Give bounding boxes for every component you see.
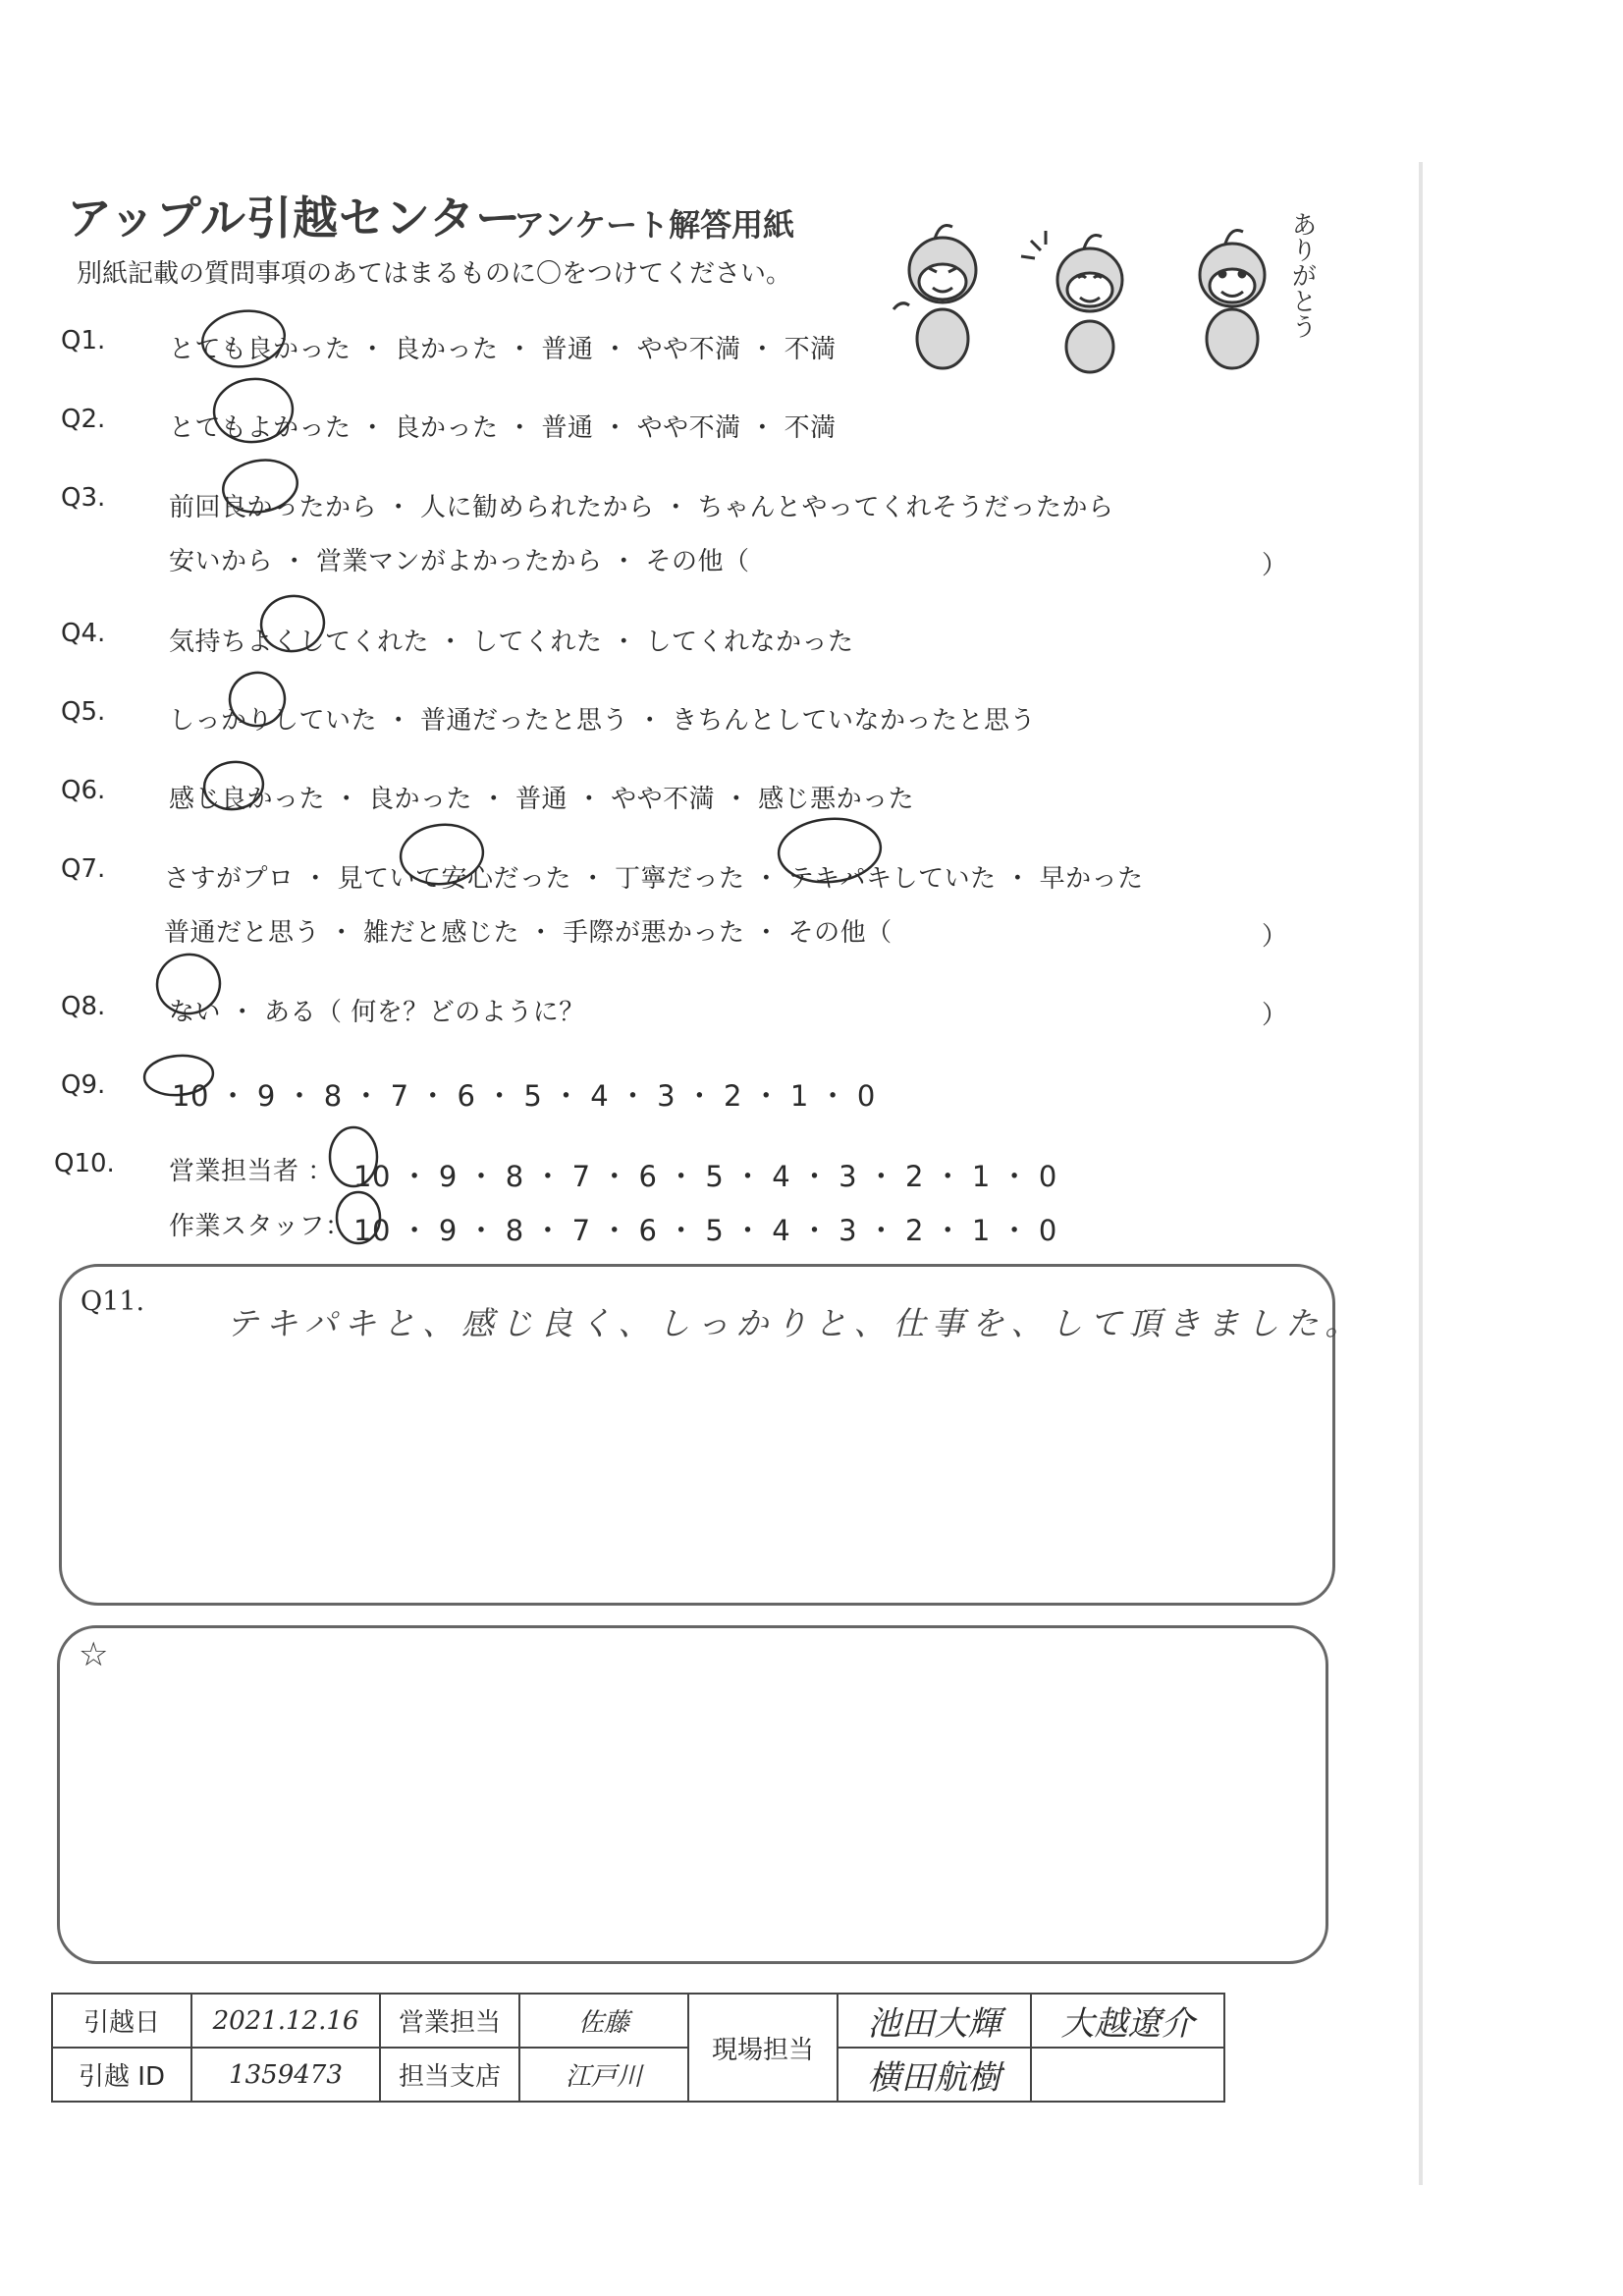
q2-options: とてもよかった ・ 良かった ・ 普通 ・ やや不満 ・ 不満 [169, 413, 837, 443]
move-id-value: 1359473 [191, 2048, 380, 2102]
branch-value: 江戸川 [519, 2048, 688, 2102]
instructions: 別紙記載の質問事項のあてはまるものに〇をつけてください。 [77, 259, 792, 289]
q8-number: Q8. [61, 992, 106, 1021]
company-title: アップル引越センター [67, 191, 522, 245]
q3-options-line2: 安いから ・ 営業マンがよかったから ・ その他（ [169, 547, 750, 576]
q5-number: Q5. [61, 697, 106, 727]
q2-answer-circle [211, 376, 295, 446]
q3-answer-circle [219, 455, 301, 518]
q10-sales-answer-circle [330, 1127, 377, 1186]
move-date-value: 2021.12.16 [191, 1994, 380, 2048]
q9-number: Q9. [61, 1070, 106, 1100]
q5-options: しっかりしていた ・ 普通だったと思う ・ きちんとしていなかったと思う [169, 706, 1037, 736]
q5-answer-circle [226, 669, 290, 731]
q8-answer-circle [152, 950, 224, 1018]
q10-staff-answer-circle [337, 1192, 380, 1243]
star-box [57, 1625, 1328, 1964]
q2-number: Q2. [61, 405, 106, 434]
q10-sales-scale: 10 ・ 9 ・ 8 ・ 7 ・ 6 ・ 5 ・ 4 ・ 3 ・ 2 ・ 1 ・ 0 [353, 1160, 1057, 1193]
q4-number: Q4. [61, 619, 106, 648]
q1-number: Q1. [61, 326, 106, 355]
q7-close-paren: ） [1262, 922, 1288, 952]
q11-handwritten-comment: テキパキと、感じ良く、しっかりと、仕事を、して頂きました。 [226, 1304, 1365, 1342]
footer-info-table [51, 1993, 1225, 2103]
q6-answer-circle [201, 758, 266, 813]
q10-sales-label: 営業担当者 ： [169, 1157, 334, 1186]
q11-label: Q11. [81, 1286, 145, 1317]
q7-answer-circle-1 [398, 821, 486, 888]
q1-answer-circle [199, 305, 289, 371]
branch-label: 担当支店 [380, 2048, 519, 2102]
q10-number: Q10. [54, 1149, 115, 1178]
thanks-text: ありがとう [1287, 211, 1317, 339]
site-staff-2: 大越遼介 [1031, 1994, 1224, 2048]
q7-answer-circle-2 [776, 815, 883, 887]
q1-options: とても良かった ・ 良かった ・ 普通 ・ やや不満 ・ 不満 [169, 335, 837, 364]
site-staff-1: 池田大輝 [838, 1994, 1031, 2048]
site-staff-empty-cell [1031, 2048, 1224, 2102]
q7-number: Q7. [61, 854, 106, 884]
q9-answer-circle [142, 1053, 214, 1098]
sales-rep-label: 営業担当 [380, 1994, 519, 2048]
q3-close-paren: ） [1262, 551, 1288, 580]
q3-options-line1: 前回良かったから ・ 人に勧められたから ・ ちゃんとやってくれそうだったから [169, 493, 1114, 522]
q7-options-line1: さすがプロ ・ 見ていて安心だった ・ 丁寧だった ・ テキパキしていた ・ 早かった [164, 864, 1144, 894]
site-staff-label: 現場担当 [688, 1994, 838, 2102]
q10-staff-label: 作業スタッフ： [169, 1212, 352, 1241]
site-staff-3: 横田航樹 [838, 2048, 1031, 2102]
q9-scale: 10 ・ 9 ・ 8 ・ 7 ・ 6 ・ 5 ・ 4 ・ 3 ・ 2 ・ 1 ・ 0 [172, 1079, 876, 1113]
form-subtitle: アンケート解答用紙 [514, 206, 795, 244]
q4-answer-circle [257, 592, 327, 655]
q6-options: 感じ良かった ・ 良かった ・ 普通 ・ やや不満 ・ 感じ悪かった [169, 785, 915, 814]
q4-options: 気持ちよくしてくれた ・ してくれた ・ してくれなかった [169, 628, 854, 657]
q8-options: ない ・ ある（ 何を？どのように？ [169, 998, 585, 1027]
sales-rep-value: 佐藤 [519, 1994, 688, 2048]
q10-staff-scale: 10 ・ 9 ・ 8 ・ 7 ・ 6 ・ 5 ・ 4 ・ 3 ・ 2 ・ 1 ・ 0 [353, 1214, 1057, 1247]
q7-options-line2: 普通だと思う ・ 雑だと感じた ・ 手際が悪かった ・ その他（ [164, 918, 893, 948]
q6-number: Q6. [61, 776, 106, 805]
move-id-label: 引越 ID [52, 2048, 191, 2102]
move-date-label: 引越日 [52, 1994, 191, 2048]
star-icon: ☆ [79, 1635, 109, 1674]
q3-number: Q3. [61, 483, 106, 513]
q8-close-paren: ） [1262, 1001, 1288, 1030]
